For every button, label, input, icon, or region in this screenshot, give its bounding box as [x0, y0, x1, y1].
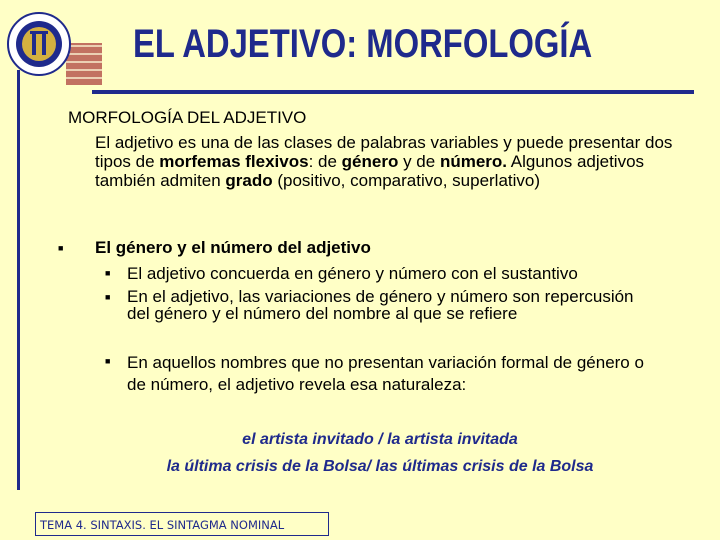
intro-bold-3: número.	[439, 152, 507, 171]
intro-text-5: (positivo, comparativo, superlativo)	[272, 171, 541, 190]
example-line-2: la última crisis de la Bolsa/ las últimas crisis de la Bolsa	[166, 458, 594, 475]
footer-topic-box: TEMA 4. SINTAXIS. EL SINTAGMA NOMINAL	[35, 512, 329, 536]
title-underline	[92, 90, 694, 94]
example-line-1: el artista invitado / la artista invitada	[242, 431, 518, 448]
bullet-text: En el adjetivo, las variaciones de género y número son repercusión del género y el número del nombre al que se refiere	[127, 287, 634, 323]
bullet-text: El adjetivo concuerda en género y número con el sustantivo	[127, 264, 578, 283]
bullet-square-icon: ■	[105, 268, 111, 278]
intro-bold-2: género	[341, 152, 399, 171]
intro-text-2: : de	[308, 152, 342, 171]
bullet-square-icon: ■	[105, 356, 111, 366]
bullet-text: En aquellos nombres que no presentan variación formal de género o de número, el adjetivo revela esa naturaleza:	[127, 353, 644, 394]
left-decorative-rule	[17, 70, 20, 490]
bullet-square-icon: ■	[105, 292, 111, 302]
intro-paragraph	[95, 133, 675, 190]
slide-title: EL ADJETIVO: MORFOLOGÍA	[132, 22, 593, 66]
intro-bold-4: grado	[225, 171, 273, 190]
section-heading: MORFOLOGÍA DEL ADJETIVO	[68, 108, 307, 127]
intro-bold-1: morfemas flexivos	[159, 152, 309, 171]
section-title: El género y el número del adjetivo	[95, 238, 371, 257]
university-logo	[6, 11, 72, 77]
intro-text-1: El adjetivo es una de las clases de palabras variables y puede presentar dos tipos de	[95, 133, 673, 171]
intro-text-3: y de	[398, 152, 440, 171]
bullet-square-icon: ■	[58, 243, 64, 253]
intro-text-4: Algunos adjetivos también admiten	[95, 152, 645, 190]
